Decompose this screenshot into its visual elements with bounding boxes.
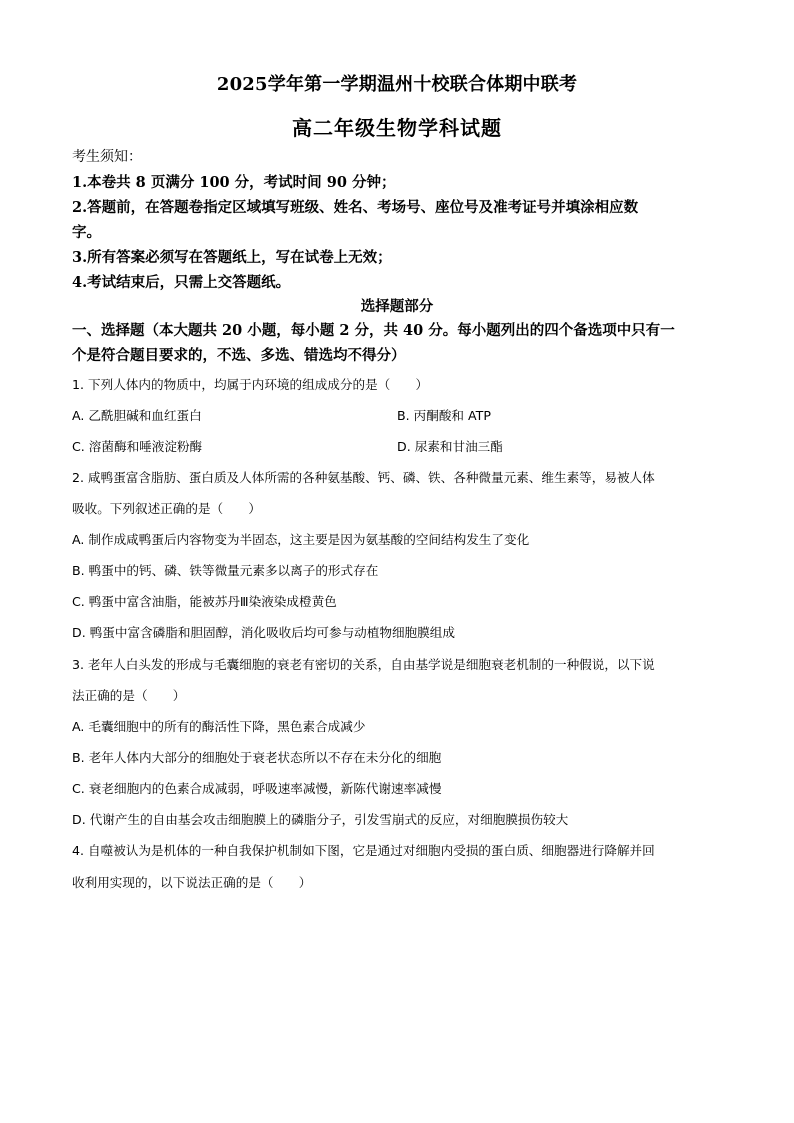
question-stem: 2. 咸鸭蛋富含脂肪、蛋白质及人体所需的各种氨基酸、钙、磷、铁、各种微量元素、维生素等，易被人体 — [72, 470, 655, 485]
question-stem: 吸收。下列叙述正确的是（ ） — [72, 501, 261, 516]
question-stem: 法正确的是（ ） — [72, 688, 186, 703]
option-a: A. 乙酰胆碱和血红蛋白 — [72, 408, 202, 423]
option-b: B. 老年人体内大部分的细胞处于衰老状态所以不存在未分化的细胞 — [72, 750, 442, 765]
section-title: 选择题部分 — [360, 298, 434, 315]
notice-heading: 考生须知： — [72, 149, 142, 165]
question-stem: 4. 自噬被认为是机体的一种自我保护机制如下图，它是通过对细胞内受损的蛋白质、细胞器进行降解并回 — [72, 843, 655, 858]
question-stem: 3. 老年人白头发的形成与毛囊细胞的衰老有密切的关系，自由基学说是细胞衰老机制的一种假说，以下说 — [72, 657, 655, 672]
option-a: A. 制作成咸鸭蛋后内容物变为半固态，这主要是因为氨基酸的空间结构发生了变化 — [72, 532, 530, 547]
notice-item: 2.答题前，在答题卷指定区域填写班级、姓名、考场号、座位号及准考证号并填涂相应数 — [72, 199, 639, 216]
exam-title: 2025学年第一学期温州十校联合体期中联考 — [216, 74, 578, 95]
notice-item: 4.考试结束后，只需上交答题纸。 — [72, 274, 291, 291]
option-b: B. 丙酮酸和 ATP — [397, 408, 491, 423]
option-a: A. 毛囊细胞中的所有的酶活性下降，黑色素合成减少 — [72, 719, 366, 734]
option-c: C. 溶菌酶和唾液淀粉酶 — [72, 439, 203, 454]
question-stem: 1. 下列人体内的物质中，均属于内环境的组成成分的是（ ） — [72, 377, 429, 392]
option-c: C. 鸭蛋中富含油脂，能被苏丹Ⅲ染液染成橙黄色 — [72, 594, 337, 609]
exam-subtitle: 高二年级生物学科试题 — [292, 116, 502, 140]
option-c: C. 衰老细胞内的色素合成减弱，呼吸速率减慢，新陈代谢速率减慢 — [72, 781, 442, 796]
question-stem: 收利用实现的，以下说法正确的是（ ） — [72, 875, 312, 890]
option-d: D. 尿素和甘油三酯 — [397, 439, 503, 454]
notice-item: 1.本卷共 8 页满分 100 分，考试时间 90 分钟； — [72, 174, 396, 191]
notice-item: 字。 — [72, 224, 101, 241]
option-d: D. 代谢产生的自由基会攻击细胞膜上的磷脂分子，引发雪崩式的反应，对细胞膜损伤较大 — [72, 812, 569, 827]
section-instruction: 一、选择题（本大题共 20 小题，每小题 2 分，共 40 分。每小题列出的四个备选项中只有一 — [72, 322, 675, 339]
option-b: B. 鸭蛋中的钙、磷、铁等微量元素多以离子的形式存在 — [72, 563, 379, 578]
section-instruction: 个是符合题目要求的，不选、多选、错选均不得分） — [72, 347, 406, 364]
notice-item: 3.所有答案必须写在答题纸上，写在试卷上无效； — [72, 249, 392, 266]
option-d: D. 鸭蛋中富含磷脂和胆固醇，消化吸收后均可参与动植物细胞膜组成 — [72, 625, 455, 640]
